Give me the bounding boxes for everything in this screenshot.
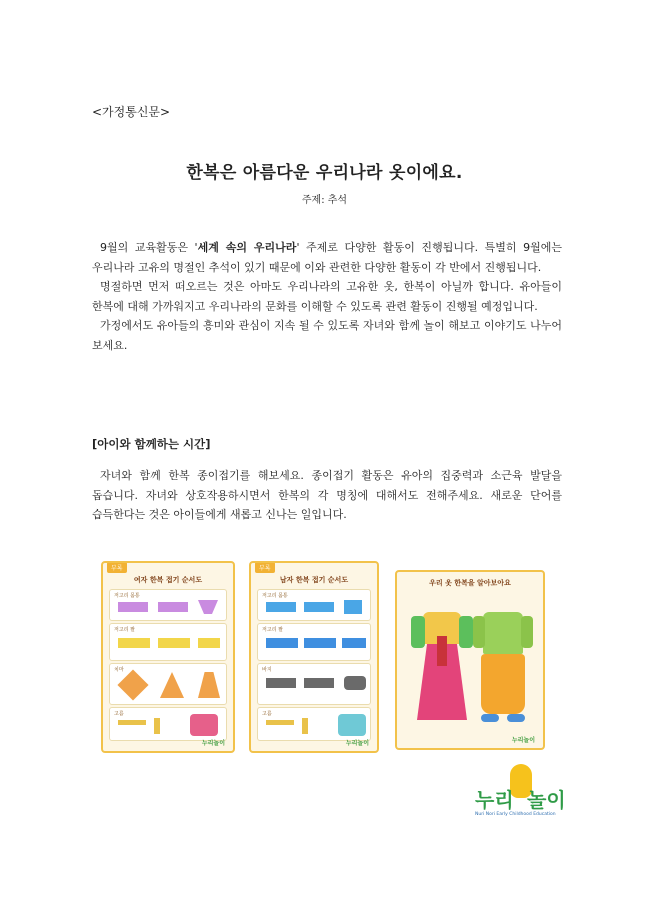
step-label: 저고리 몸통 xyxy=(114,593,140,599)
sleeve-right xyxy=(459,616,473,648)
paper-shape xyxy=(118,638,150,648)
paper-shape xyxy=(154,718,160,734)
step-box xyxy=(109,589,227,621)
paper-shape xyxy=(266,602,296,612)
step-box xyxy=(109,623,227,661)
paper-shape xyxy=(344,676,366,690)
paper-shape xyxy=(304,638,336,648)
section-title: [아이와 함께하는 시간] xyxy=(92,437,211,451)
paper-shape xyxy=(304,602,334,612)
jeogori-male xyxy=(483,612,523,654)
hanbok-figure xyxy=(190,714,218,736)
paper-shape xyxy=(117,669,148,700)
logo-nuri: 누리 xyxy=(475,788,514,812)
step-box xyxy=(109,663,227,705)
notice-label: <가정통신문> xyxy=(92,105,171,119)
paper-shape xyxy=(266,720,294,725)
intro-paragraph-2: 명절하면 먼저 떠오르는 것은 아마도 우리나라의 고유한 옷, 한복이 아닐까 합니다. 유아들이 한복에 대해 가까워지고 우리나라의 문화를 이해할 수 있도록 관련 활동이 진행될 예정입니다. xyxy=(92,280,562,313)
section-paragraph: 자녀와 함께 한복 종이접기를 해보세요. 종이접기 활동은 유아의 집중력과 소근육 발달을 돕습니다. 자녀와 상호작용하시면서 한복의 각 명칭에 대해서도 전해주세요. 새로운 단어를 습득한다는 것은 아이들에게 새롭고 신나는 일입니다. xyxy=(92,469,562,521)
step-box xyxy=(257,663,371,705)
step-box xyxy=(109,707,227,741)
card-male-folding xyxy=(249,561,379,753)
goreum xyxy=(437,636,447,666)
step-label: 고름 xyxy=(114,711,124,717)
step-label: 치마 xyxy=(114,667,124,673)
paper-shape xyxy=(158,638,190,648)
brand-logo xyxy=(475,762,575,822)
paper-shape xyxy=(118,720,146,725)
sleeve-right xyxy=(521,616,533,648)
subject-line: 주제: 추석 xyxy=(301,195,348,206)
paper-shape xyxy=(342,638,366,648)
hanbok-figure xyxy=(338,714,366,736)
paper-shape xyxy=(198,600,218,614)
card-tag: 부록 xyxy=(255,562,275,573)
step-box xyxy=(257,707,371,741)
intro-p1-bold: 세계 속의 우리나라 xyxy=(197,241,297,254)
step-box xyxy=(257,623,371,661)
card-brand: 누리놀이 xyxy=(511,737,535,744)
logo-tagline: Nuri Nori Early Childhood Education xyxy=(475,812,556,817)
step-label: 바지 xyxy=(262,667,272,673)
card-tag: 부록 xyxy=(107,562,127,573)
intro-p1-pre: 9월의 교육활동은 ' xyxy=(100,241,198,254)
paper-shape xyxy=(158,602,188,612)
logo-nori: 놀이 xyxy=(527,788,566,812)
paper-shape xyxy=(198,638,220,648)
paper-shape xyxy=(344,600,362,614)
card-title: 우리 옷 한복을 알아보아요 xyxy=(429,579,511,587)
step-box xyxy=(257,589,371,621)
intro-p1-post: ' 주제로 다양한 활동이 진행됩니다. 특별히 9월에는 우리나라 고유의 명절인 추석이 있기 때문에 이와 관련한 다양한 활동이 각 반에서 진행됩니다. xyxy=(92,241,562,274)
intro-paragraph-3: 가정에서도 유아들의 흥미와 관심이 지속 될 수 있도록 자녀와 함께 놀이 해보고 이야기도 나누어 보세요. xyxy=(92,319,562,352)
card-brand: 누리놀이 xyxy=(345,740,369,747)
paper-shape xyxy=(304,678,334,688)
baji xyxy=(481,654,525,714)
shoe xyxy=(507,714,525,722)
paper-shape xyxy=(160,672,184,698)
card-title: 여자 한복 접기 순서도 xyxy=(133,576,203,584)
paper-shape xyxy=(266,678,296,688)
section-body xyxy=(92,466,562,525)
page-title: 한복은 아름다운 우리나라 옷이에요. xyxy=(186,163,463,183)
intro-text xyxy=(92,238,562,355)
intro-paragraph-1 xyxy=(92,238,562,277)
sleeve-left xyxy=(473,616,485,648)
card-brand: 누리놀이 xyxy=(201,740,225,747)
sleeve-left xyxy=(411,616,425,648)
step-label: 저고리 팔 xyxy=(262,627,283,633)
step-label: 고름 xyxy=(262,711,272,717)
card-title: 남자 한복 접기 순서도 xyxy=(279,576,349,584)
card-female-folding xyxy=(101,561,235,753)
paper-shape xyxy=(198,672,220,698)
paper-shape xyxy=(118,602,148,612)
card-hanbok-parts xyxy=(395,570,545,750)
step-label: 저고리 팔 xyxy=(114,627,135,633)
shoe xyxy=(481,714,499,722)
paper-shape xyxy=(266,638,298,648)
step-label: 저고리 몸통 xyxy=(262,593,288,599)
paper-shape xyxy=(302,718,308,734)
